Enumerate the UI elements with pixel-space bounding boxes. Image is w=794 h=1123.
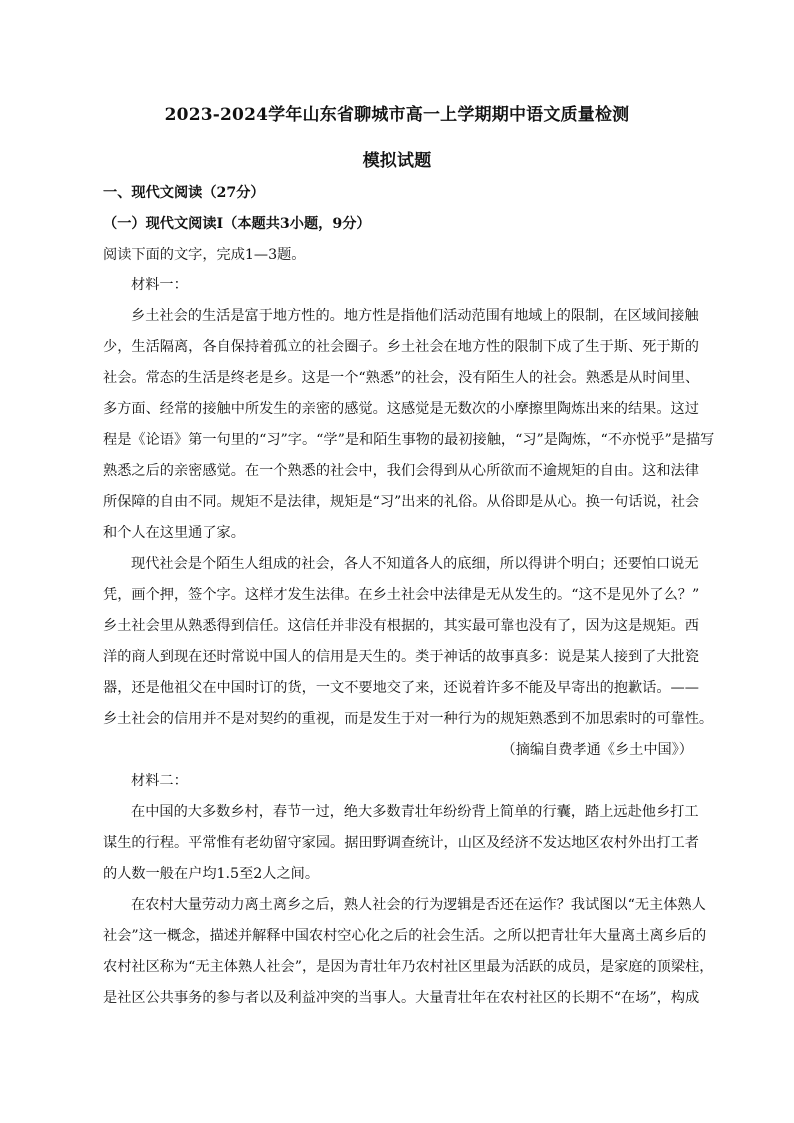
material2-label: 材料二：: [131, 773, 188, 789]
paragraph-line: 程是《论语》第一句里的“习”字。“学”是和陌生事物的最初接触，“习”是陶炼，“不亦悦乎”是描写: [103, 432, 715, 448]
paragraph-line: 的人数一般在户均1.5至2人之间。: [103, 866, 320, 882]
paragraph-line: 多方面、经常的接触中所发生的亲密的感觉。这感觉是无数次的小摩擦里陶炼出来的结果。这过: [103, 401, 699, 417]
paragraph-line: 在中国的大多数乡村，春节一过，绝大多数青壮年纷纷背上简单的行囊，踏上远赴他乡打工: [131, 804, 699, 820]
material1-label: 材料一：: [131, 277, 188, 293]
paragraph-line: 乡土社会的信用并不是对契约的重视，而是发生于对一种行为的规矩熟悉到不加思索时的可靠性。: [103, 711, 714, 727]
paragraph-line: 乡土社会的生活是富于地方性的。地方性是指他们活动范围有地域上的限制，在区域间接触: [131, 308, 699, 324]
document-title: 2023-2024学年山东省聊城市高一上学期期中语文质量检测: [164, 105, 630, 125]
paragraph-line: 少，生活隔离，各自保持着孤立的社会圈子。乡土社会在地方性的限制下成了生于斯、死于斯的: [103, 339, 699, 355]
paragraph-line: 器，还是他祖父在中国时订的货，一文不要地交了来，还说着许多不能及早寄出的抱歉话。——: [103, 680, 699, 696]
paragraph-line: 乡土社会里从熟悉得到信任。这信任并非没有根据的，其实最可靠也没有了，因为这是规矩。西: [103, 618, 699, 634]
paragraph-line: 凭，画个押，签个字。这样才发生法律。在乡土社会中法律是无从发生的。“这不是见外了么？”: [103, 587, 700, 603]
instruction-text: 阅读下面的文字，完成1—3题。: [103, 247, 306, 263]
paragraph-line: 现代社会是个陌生人组成的社会，各人不知道各人的底细，所以得讲个明白；还要怕口说无: [131, 556, 699, 572]
paragraph-line: 洋的商人到现在还时常说中国人的信用是天生的。类于神话的故事真多：说是某人接到了大批瓷: [103, 649, 699, 665]
paragraph-line: 社会。常态的生活是终老是乡。这是一个“熟悉”的社会，没有陌生人的社会。熟悉是从时间里、: [103, 370, 700, 386]
section-heading: 一、现代文阅读（27分）: [103, 185, 265, 201]
paragraph-line: 农村社区称为“无主体熟人社会”，是因为青壮年乃农村社区里最为活跃的成员，是家庭的顶梁柱，: [103, 959, 714, 975]
paragraph-line: 在农村大量劳动力离土离乡之后，熟人社会的行为逻辑是否还在运作？我试图以“无主体熟人: [131, 897, 706, 913]
paragraph-line: 谋生的行程。平常惟有老幼留守家园。据田野调查统计，山区及经济不发达地区农村外出打工者: [103, 835, 699, 851]
sub-section-heading: （一）现代文阅读Ⅰ（本题共3小题，9分）: [103, 216, 371, 232]
paragraph-line: 所保障的自由不同。规矩不是法律，规矩是“习”出来的礼俗。从俗即是从心。换一句话说，社会: [103, 494, 700, 510]
document-subtitle: 模拟试题: [362, 151, 432, 171]
source-citation: （摘编自费孝通《乡土中国》）: [501, 742, 693, 758]
paragraph-line: 是社区公共事务的参与者以及利益冲突的当事人。大量青壮年在农村社区的长期不“在场”，构成: [103, 990, 700, 1006]
paragraph-line: 熟悉之后的亲密感觉。在一个熟悉的社会中，我们会得到从心所欲而不逾规矩的自由。这和法律: [103, 463, 699, 479]
paragraph-line: 社会”这一概念，描述并解释中国农村空心化之后的社会生活。之所以把青壮年大量离土离乡后的: [103, 928, 707, 944]
paragraph-line: 和个人在这里通了家。: [103, 525, 245, 541]
